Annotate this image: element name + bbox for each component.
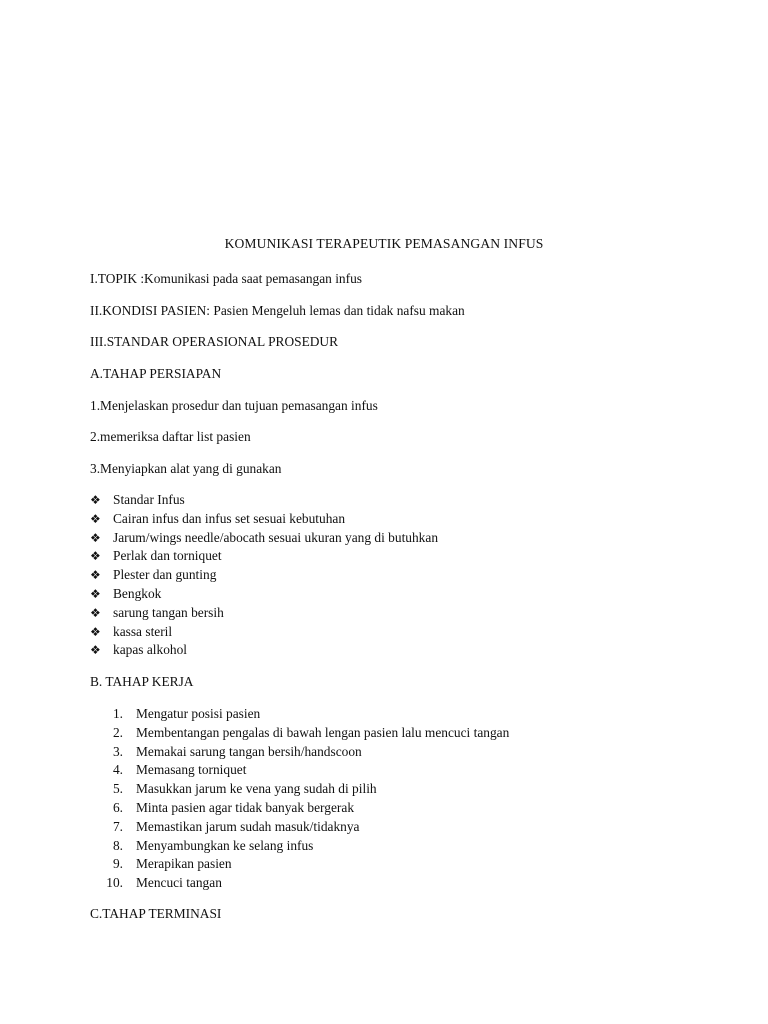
section-topik: I.TOPIK :Komunikasi pada saat pemasangan infus (90, 271, 362, 286)
equipment-item-text: kassa steril (113, 623, 173, 639)
step-number: 1. (112, 706, 123, 721)
step-text: Membentangan pengalas di bawah lengan pasien lalu mencuci tangan (136, 724, 510, 740)
preparation-step-2: 2.memeriksa daftar list pasien (90, 429, 251, 444)
preparation-step-1: 1.Menjelaskan prosedur dan tujuan pemasangan infus (90, 398, 378, 413)
diamond-bullet-icon: ❖ (90, 605, 101, 620)
section-tahap-kerja: B. TAHAP KERJA (90, 674, 194, 689)
section-tahap-persiapan: A.TAHAP PERSIAPAN (90, 366, 222, 381)
step-text: Masukkan jarum ke vena yang sudah di pilih (136, 781, 377, 797)
section-kondisi-pasien: II.KONDISI PASIEN: Pasien Mengeluh lemas dan tidak nafsu makan (90, 303, 465, 318)
step-number: 7. (112, 818, 123, 834)
step-text: Merapikan pasien (136, 856, 232, 872)
diamond-bullet-icon: ❖ (90, 511, 101, 526)
equipment-item-text: kapas alkohol (113, 642, 188, 658)
step-number: 5. (112, 781, 123, 797)
document-title: KOMUNIKASI TERAPEUTIK PEMASANGAN INFUS (224, 236, 544, 251)
equipment-item-text: Standar Infus (113, 492, 185, 507)
step-text: Menyambungkan ke selang infus (136, 837, 314, 853)
step-text: Minta pasien agar tidak banyak bergerak (136, 799, 355, 815)
step-number: 8. (112, 837, 123, 853)
step-text: Mencuci tangan (136, 875, 222, 891)
equipment-item-text: sarung tangan bersih (113, 604, 224, 620)
step-number: 4. (112, 762, 123, 778)
step-text: Memakai sarung tangan bersih/handscoon (136, 743, 362, 759)
section-tahap-terminasi: C.TAHAP TERMINASI (90, 906, 222, 921)
step-text: Memasang torniquet (136, 762, 247, 778)
diamond-bullet-icon: ❖ (90, 643, 101, 658)
step-number: 10. (106, 875, 123, 891)
step-text: Memastikan jarum sudah masuk/tidaknya (136, 818, 360, 834)
equipment-item-text: Plester dan gunting (113, 567, 217, 583)
diamond-bullet-icon: ❖ (90, 586, 101, 601)
equipment-item-text: Cairan infus dan infus set sesuai kebutuhan (113, 510, 346, 526)
step-number: 6. (112, 799, 123, 815)
diamond-bullet-icon: ❖ (90, 493, 101, 507)
step-number: 9. (112, 856, 123, 872)
step-number: 3. (112, 743, 123, 759)
diamond-bullet-icon: ❖ (90, 624, 101, 639)
diamond-bullet-icon: ❖ (90, 549, 101, 564)
preparation-step-3: 3.Menyiapkan alat yang di gunakan (90, 461, 282, 476)
equipment-item-text: Bengkok (113, 585, 162, 601)
step-number: 2. (112, 724, 123, 740)
step-text: Mengatur posisi pasien (136, 706, 261, 721)
diamond-bullet-icon: ❖ (90, 568, 101, 583)
equipment-item-text: Jarum/wings needle/abocath sesuai ukuran yang di butuhkan (113, 529, 439, 545)
equipment-item-text: Perlak dan torniquet (113, 548, 222, 564)
section-sop: III.STANDAR OPERASIONAL PROSEDUR (90, 334, 339, 349)
diamond-bullet-icon: ❖ (90, 530, 101, 545)
